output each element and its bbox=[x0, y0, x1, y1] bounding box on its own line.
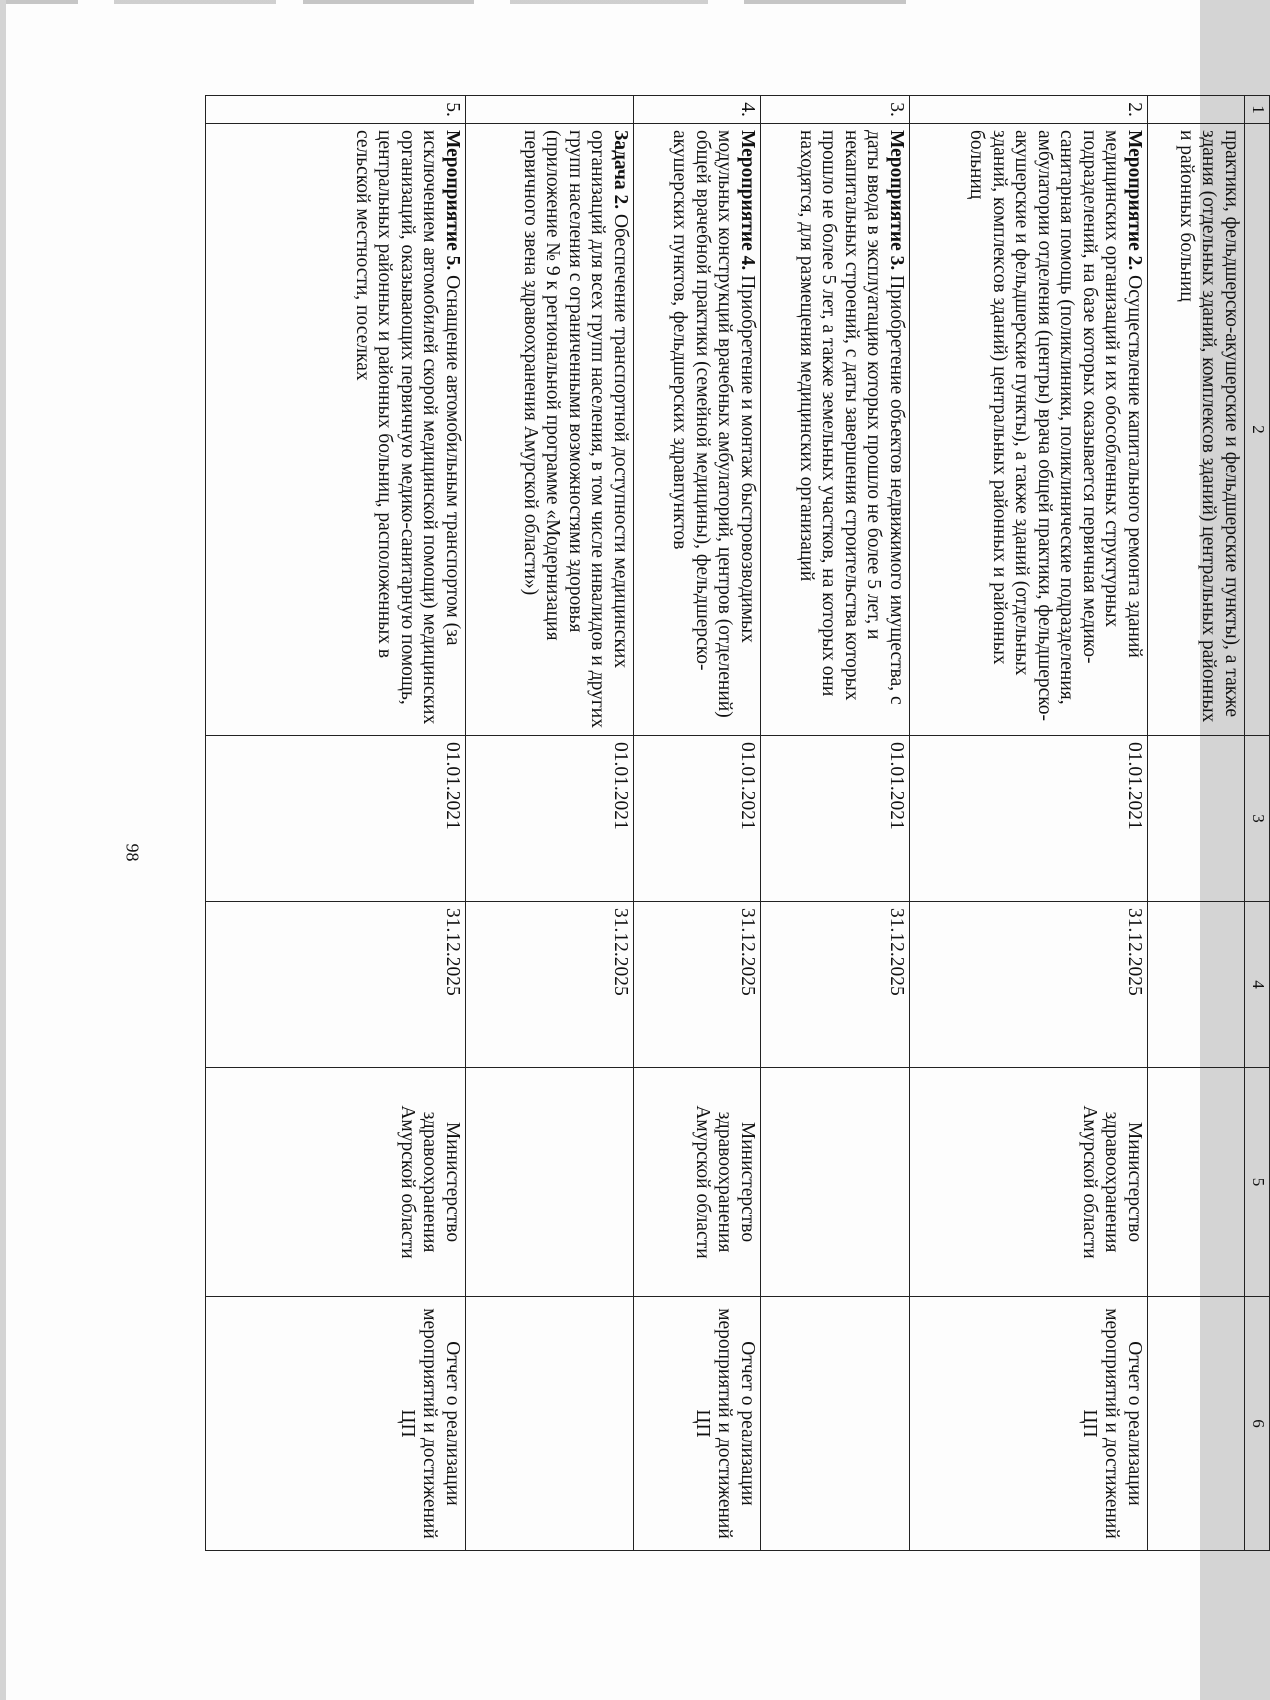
row-title: Мероприятие 3. bbox=[886, 130, 907, 271]
row-end-date: 31.12.2025 bbox=[761, 902, 910, 1068]
table-rotation-frame bbox=[160, 95, 1268, 1539]
header-col-2: 2 bbox=[1245, 124, 1270, 736]
header-col-3: 3 bbox=[1245, 736, 1270, 902]
row-end-date: 31.12.2025 bbox=[466, 902, 634, 1068]
row-report bbox=[466, 1297, 634, 1551]
row-description bbox=[466, 124, 634, 736]
row-description bbox=[1148, 124, 1245, 736]
row-number: 2. bbox=[910, 96, 1148, 124]
row-end-date: 31.12.2025 bbox=[910, 902, 1148, 1068]
row-responsible: Министерство здравоохранения Амурской области bbox=[634, 1068, 761, 1297]
row-description bbox=[634, 124, 761, 736]
header-col-1: 1 bbox=[1245, 96, 1270, 124]
row-title: Мероприятие 5. bbox=[442, 130, 463, 271]
header-col-6: 6 bbox=[1245, 1297, 1270, 1551]
row-text: Оснащение автомобильным транспортом (за исключением автомобилей скорой медицинской помощи) медицинских организаций, оказывающих первичную медико-санитарную помощь, центральных районных и районных больниц, расположенных в сельской местности, поселках bbox=[352, 130, 463, 725]
row-start-date: 01.01.2021 bbox=[466, 736, 634, 902]
table-header-row bbox=[1245, 96, 1270, 1551]
scan-artifact bbox=[6, 0, 906, 4]
row-report: Отчет о реализации мероприятий и достижений ЦП bbox=[910, 1297, 1148, 1551]
row-text: Приобретение объектов недвижимого имущества, с даты ввода в эксплуатацию которых прошло не более 5 лет, и некапитальных строений, с даты завершения строительства которых прошло не более 5 лет, а также земельных участков, на которых они находятся, для размещения медицинских организаций bbox=[796, 130, 907, 705]
row-report: Отчет о реализации мероприятий и достижений ЦП bbox=[634, 1297, 761, 1551]
row-description bbox=[910, 124, 1148, 736]
header-col-5: 5 bbox=[1245, 1068, 1270, 1297]
page-number: 98 bbox=[122, 843, 143, 862]
row-number bbox=[1148, 96, 1245, 124]
row-title: Мероприятие 4. bbox=[737, 130, 758, 271]
row-start-date: 01.01.2021 bbox=[910, 736, 1148, 902]
row-responsible: Министерство здравоохранения Амурской области bbox=[910, 1068, 1148, 1297]
row-responsible bbox=[1148, 1068, 1245, 1297]
row-report: Отчет о реализации мероприятий и достижений ЦП bbox=[206, 1297, 466, 1551]
table-row bbox=[1148, 96, 1245, 1551]
row-title: Мероприятие 2. bbox=[1124, 130, 1145, 271]
row-number: 5. bbox=[206, 96, 466, 124]
header-col-4: 4 bbox=[1245, 902, 1270, 1068]
row-title: Задача 2. bbox=[610, 130, 631, 210]
table-row bbox=[206, 96, 466, 1551]
measures-table bbox=[205, 95, 1270, 1551]
row-description bbox=[761, 124, 910, 736]
row-number: 3. bbox=[761, 96, 910, 124]
row-text: Обеспечение транспортной доступности медицинских организаций для всех групп населения, в том числе инвалидов и других групп населения с ограниченными возможностями здоровья (приложение № 9 к региональной программе «Модернизация первичного звена здравоохранения Амурской области») bbox=[520, 130, 631, 728]
row-text: Приобретение и монтаж быстровозводимых модульных конструкций врачебных амбулаторий, центров (отделений) общей врачебной практики (семейной медицины), фельдшерско-акушерских пунктов, фельдшерских здравпунктов bbox=[669, 130, 758, 718]
row-description bbox=[206, 124, 466, 736]
row-number: 4. bbox=[634, 96, 761, 124]
row-start-date: 01.01.2021 bbox=[761, 736, 910, 902]
row-start-date bbox=[1148, 736, 1245, 902]
row-end-date: 31.12.2025 bbox=[206, 902, 466, 1068]
row-end-date: 31.12.2025 bbox=[634, 902, 761, 1068]
row-text: практики, фельдшерско-акушерские и фельдшерские пункты), а также здания (отдельных зданий, комплексов зданий) центральных районных и районных больниц bbox=[1176, 130, 1242, 723]
row-end-date bbox=[1148, 902, 1245, 1068]
row-report bbox=[1148, 1297, 1245, 1551]
row-start-date: 01.01.2021 bbox=[634, 736, 761, 902]
row-responsible: Министерство здравоохранения Амурской области bbox=[206, 1068, 466, 1297]
document-page bbox=[6, 0, 1268, 1700]
row-start-date: 01.01.2021 bbox=[206, 736, 466, 902]
table-row bbox=[634, 96, 761, 1551]
table-row bbox=[466, 96, 634, 1551]
row-report bbox=[761, 1297, 910, 1551]
table-row bbox=[761, 96, 910, 1551]
row-responsible bbox=[466, 1068, 634, 1297]
row-text: Осуществление капитального ремонта зданий медицинских организаций и их обособленных структурных подразделений, на базе которых оказывается первичная медико-санитарная помощь (поликлиники, поликлинические подразделения, амбулатории отделения (центры) врача общей практики, фельдшерско-акушерские и фельдшерские пункты), а также зданий (отдельных зданий, комплексов зданий) центральных районных и районных больниц bbox=[966, 130, 1145, 722]
row-number bbox=[466, 96, 634, 124]
table-row bbox=[910, 96, 1148, 1551]
row-responsible bbox=[761, 1068, 910, 1297]
